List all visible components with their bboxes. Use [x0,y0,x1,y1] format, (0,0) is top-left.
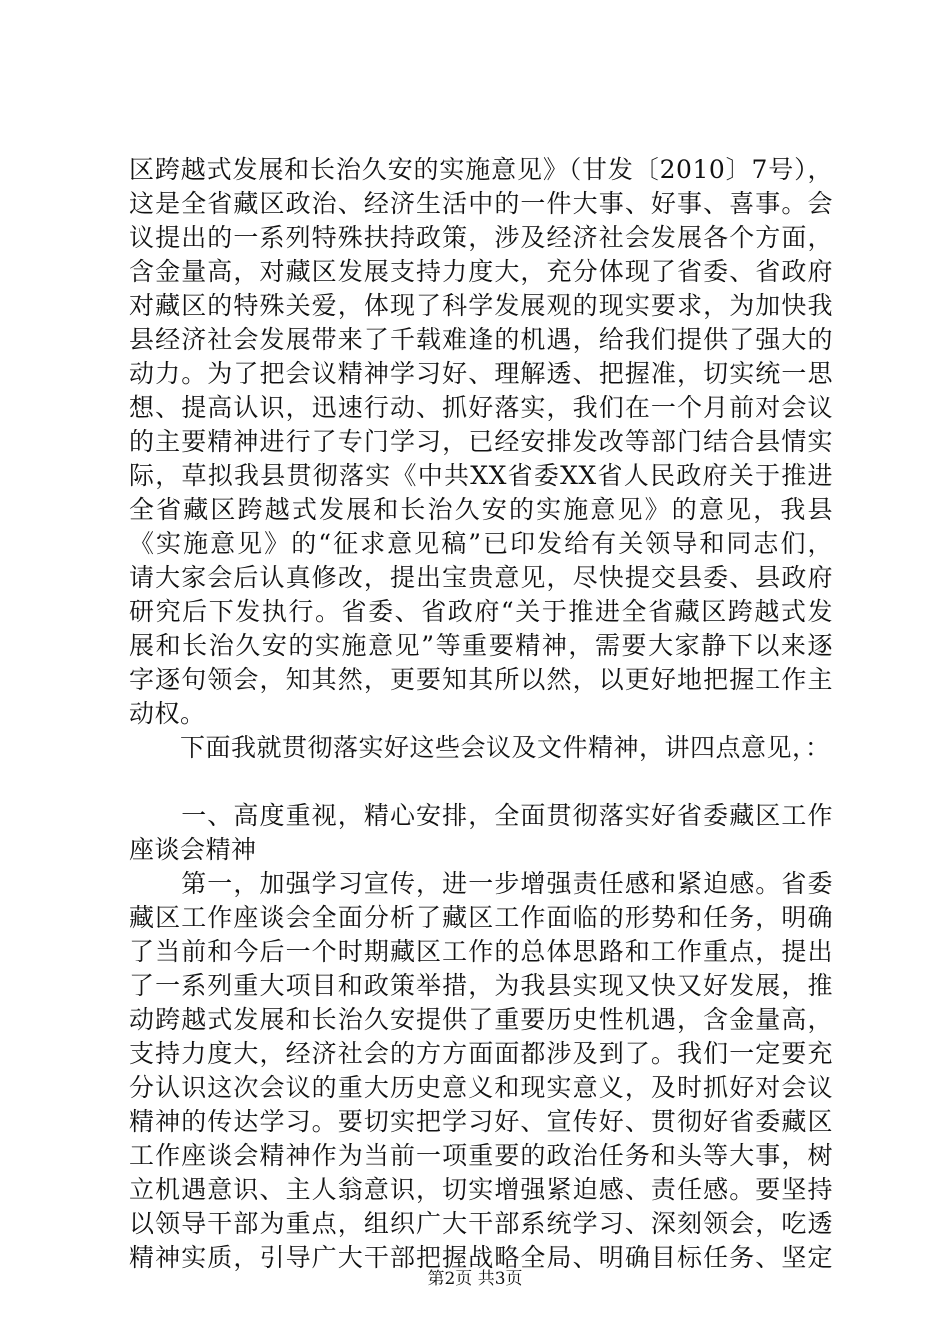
text-line: 区跨越式发展和长治久安的实施意见》（甘发〔2010〕7号）， [129,155,833,184]
text-line: 第一，加强学习宣传，进一步增强责任感和紧迫感。省委 [129,869,833,898]
text-line: 支持力度大，经济社会的方方面面都涉及到了。我们一定要充 [129,1039,833,1068]
document-body [129,153,833,1275]
text-line: 工作座谈会精神作为当前一项重要的政治任务和头等大事，树 [129,1141,833,1170]
text-line: 对藏区的特殊关爱，体现了科学发展观的现实要求，为加快我 [129,291,833,320]
section-heading: 一、高度重视，精心安排，全面贯彻落实好省委藏区工作 [129,801,833,830]
text-line: 了当前和今后一个时期藏区工作的总体思路和工作重点，提出 [129,937,833,966]
text-line: 立机遇意识、主人翁意识，切实增强紧迫感、责任感。要坚持 [129,1175,833,1204]
text-line: 际，草拟我县贯彻落实《中共XX省委XX省人民政府关于推进 [129,461,833,490]
text-line: 动跨越式发展和长治久安提供了重要历史性机遇，含金量高， [129,1005,833,1034]
text-line: 以领导干部为重点，组织广大干部系统学习、深刻领会，吃透 [129,1209,833,1238]
text-line: 研究后下发执行。省委、省政府“关于推进全省藏区跨越式发 [129,597,833,626]
blank-line [129,765,833,799]
section-heading-continued: 座谈会精神 [129,835,257,864]
text-line: 展和长治久安的实施意见”等重要精神，需要大家静下以来逐 [129,631,833,660]
text-line: 字逐句领会，知其然，更要知其所以然，以更好地把握工作主 [129,665,833,694]
text-line: 动力。为了把会议精神学习好、理解透、把握准，切实统一思 [129,359,833,388]
text-line: 想、提高认识，迅速行动、抓好落实，我们在一个月前对会议 [129,393,833,422]
text-line: 议提出的一系列特殊扶持政策，涉及经济社会发展各个方面， [129,223,833,252]
text-line: 精神的传达学习。要切实把学习好、宣传好、贯彻好省委藏区 [129,1107,833,1136]
text-line: 含金量高，对藏区发展支持力度大，充分体现了省委、省政府 [129,257,833,286]
text-line: 下面我就贯彻落实好这些会议及文件精神，讲四点意见，： [129,733,831,762]
text-line: 了一系列重大项目和政策举措，为我县实现又快又好发展，推 [129,971,833,1000]
text-line: 这是全省藏区政治、经济生活中的一件大事、好事、喜事。会 [129,189,833,218]
text-line: 动权。 [129,699,206,728]
text-line: 精神实质，引导广大干部把握战略全局、明确目标任务、坚定 [129,1243,833,1272]
text-line: 全省藏区跨越式发展和长治久安的实施意见》的意见，我县 [129,495,833,524]
text-line: 的主要精神进行了专门学习，已经安排发改等部门结合县情实 [129,427,833,456]
text-line: 县经济社会发展带来了千载难逢的机遇，给我们提供了强大的 [129,325,833,354]
text-line: 《实施意见》的“征求意见稿”已印发给有关领导和同志们， [129,529,833,558]
page-number-footer: 第2页 共3页 [427,1269,523,1289]
text-line: 分认识这次会议的重大历史意义和现实意义，及时抓好对会议 [129,1073,833,1102]
text-line: 请大家会后认真修改，提出宝贵意见，尽快提交县委、县政府 [129,563,833,592]
text-line: 藏区工作座谈会全面分析了藏区工作面临的形势和任务，明确 [129,903,833,932]
